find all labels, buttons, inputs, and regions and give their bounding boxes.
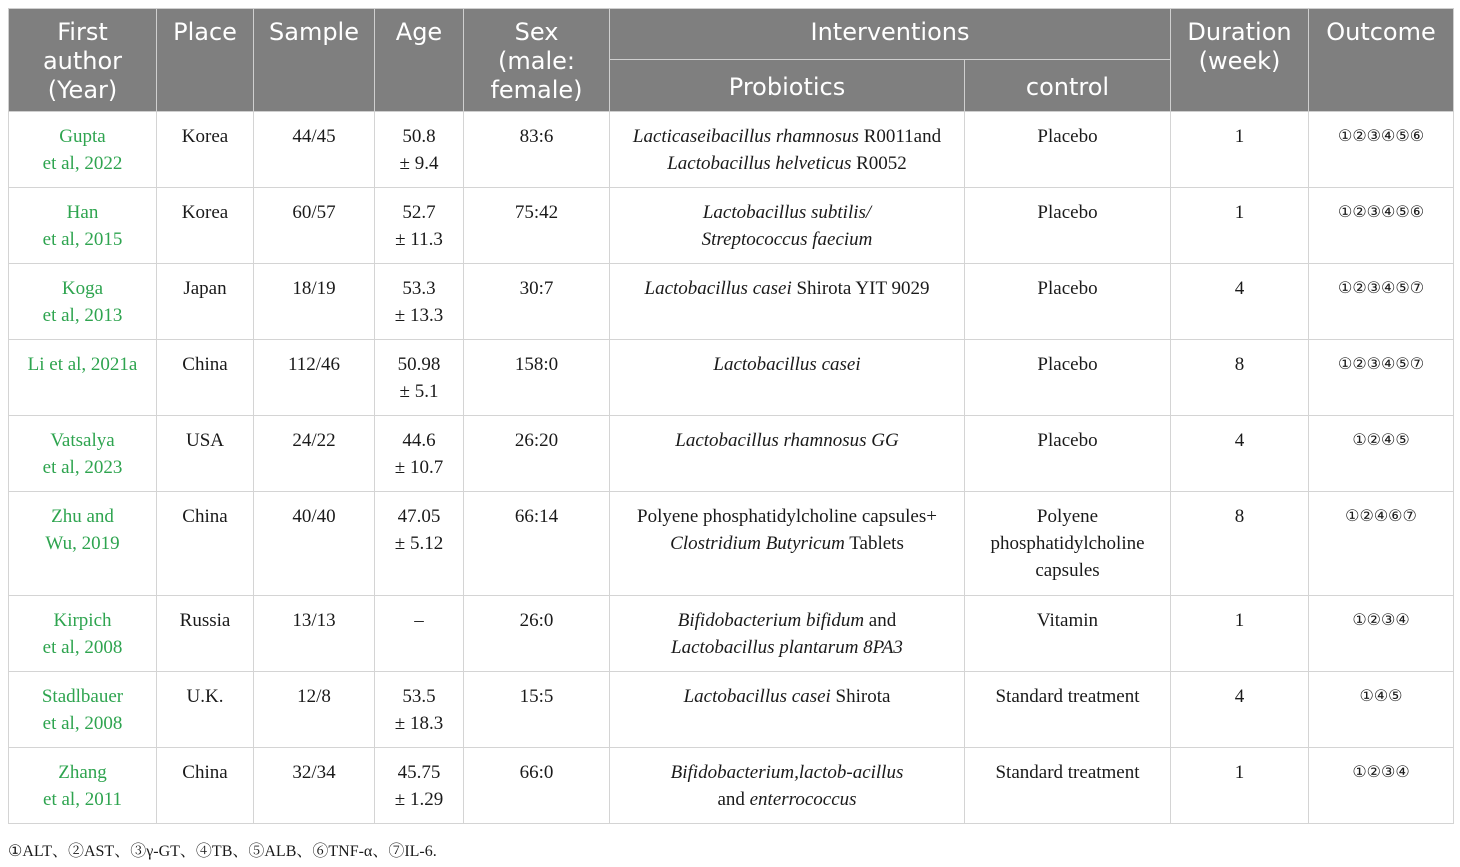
cell-sex: 75:42 [464,188,610,264]
cell-line: Zhang [58,762,107,783]
cell-age [375,112,464,188]
cell-probiotics [610,340,965,416]
cell-author [9,672,157,748]
cell-author [9,340,157,416]
cell-line: phosphatidylcholine [990,533,1145,554]
cell-age [375,340,464,416]
table-row [9,340,1454,416]
cell-place: Russia [157,596,254,672]
cell-control [965,596,1171,672]
cell-author [9,492,157,596]
cell-probiotics [610,672,965,748]
cell-age [375,672,464,748]
header-place: Place [157,9,254,112]
table-body [9,112,1454,824]
probiotic-text: Lactobacillus casei [683,686,831,707]
cell-line: ± 10.7 [394,457,444,478]
cell-sex: 26:0 [464,596,610,672]
table-row [9,492,1454,596]
cell-outcome: ①②③④⑤⑥ [1309,112,1454,188]
probiotic-text: Lactobacillus helveticus [667,153,852,174]
cell-sample: 40/40 [254,492,375,596]
cell-control [965,672,1171,748]
probiotic-text: enterrococcus [749,789,857,810]
cell-line: Vatsalya [50,430,115,451]
cell-line: et al, 2008 [42,713,123,734]
cell-sex: 83:6 [464,112,610,188]
cell-duration: 8 [1171,340,1309,416]
cell-sample: 24/22 [254,416,375,492]
probiotic-text: Streptococcus faecium [701,229,873,250]
cell-age [375,188,464,264]
cell-line: Placebo [1037,430,1098,451]
cell-line: 47.05 [397,506,441,527]
cell-age [375,264,464,340]
probiotic-text: Bifidobacterium,lactob-acillus [670,762,904,783]
probiotic-text: Lactobacillus plantarum 8PA3 [671,637,903,658]
cell-duration: 4 [1171,672,1309,748]
cell-sample: 18/19 [254,264,375,340]
cell-probiotics [610,492,965,596]
cell-line: et al, 2011 [43,789,122,810]
cell-author [9,264,157,340]
cell-probiotics [610,416,965,492]
cell-line: Placebo [1037,278,1098,299]
header-sex: Sex (male: female) [464,9,610,112]
cell-sex: 66:0 [464,748,610,824]
probiotic-text: Lactobacillus rhamnosus GG [675,430,899,451]
table-row [9,112,1454,188]
cell-age [375,596,464,672]
cell-line: et al, 2022 [42,153,123,174]
cell-sample: 112/46 [254,340,375,416]
cell-line: Li et al, 2021a [27,354,138,375]
cell-duration: 8 [1171,492,1309,596]
cell-line: Placebo [1037,126,1098,147]
cell-sample: 32/34 [254,748,375,824]
cell-outcome: ①②③④⑤⑦ [1309,340,1454,416]
probiotic-text: Polyene phosphatidylcholine capsules+ [637,506,937,527]
cell-sex: 158:0 [464,340,610,416]
cell-sex: 15:5 [464,672,610,748]
cell-line: ± 13.3 [394,305,444,326]
probiotic-text: R0052 [851,153,907,174]
table-row [9,416,1454,492]
cell-place: China [157,340,254,416]
cell-line: 50.98 [397,354,441,375]
cell-line: Kirpich [53,610,112,631]
cell-line: capsules [1035,560,1100,581]
header-interventions: Interventions [610,9,1171,60]
probiotic-text: Clostridium Butyricum [670,533,845,554]
cell-line: Vitamin [1036,610,1099,631]
cell-line: 52.7 [402,202,436,223]
cell-probiotics [610,748,965,824]
cell-line: Polyene [1036,506,1099,527]
cell-sample: 12/8 [254,672,375,748]
cell-line: Stadlbauer [41,686,124,707]
cell-line: ± 5.1 [399,381,439,402]
cell-control [965,340,1171,416]
probiotic-text: and [717,789,750,810]
cell-place: USA [157,416,254,492]
cell-line: Standard treatment [995,686,1140,707]
cell-probiotics [610,112,965,188]
table-row [9,672,1454,748]
cell-place: U.K. [157,672,254,748]
cell-sample: 44/45 [254,112,375,188]
header-first-author: First author (Year) [9,9,157,112]
header-age: Age [375,9,464,112]
cell-line: 44.6 [402,430,436,451]
cell-line: Gupta [59,126,106,147]
probiotic-text: Bifidobacterium bifidum [677,610,865,631]
cell-line: – [414,610,424,631]
cell-duration: 1 [1171,188,1309,264]
cell-sex: 66:14 [464,492,610,596]
cell-author [9,112,157,188]
cell-line: Placebo [1037,354,1098,375]
cell-sex: 26:20 [464,416,610,492]
cell-line: 53.5 [402,686,436,707]
footnote: ①ALT、②AST、③γ-GT、④TB、⑤ALB、⑥TNF-α、⑦IL-6. [8,843,437,860]
cell-probiotics [610,596,965,672]
study-characteristics-table [8,8,1454,824]
probiotic-text: and [864,610,897,631]
probiotic-text: Tablets [844,533,904,554]
header-control: control [965,60,1171,112]
cell-line: ± 11.3 [395,229,443,250]
cell-probiotics [610,264,965,340]
probiotic-text: Shirota YIT 9029 [791,278,930,299]
cell-place: China [157,492,254,596]
cell-duration: 4 [1171,416,1309,492]
cell-line: ± 5.12 [394,533,444,554]
cell-duration: 1 [1171,748,1309,824]
cell-author [9,748,157,824]
cell-author [9,188,157,264]
header-outcome: Outcome [1309,9,1454,112]
cell-line: et al, 2008 [42,637,123,658]
probiotic-text: R0011and [858,126,942,147]
cell-outcome: ①④⑤ [1309,672,1454,748]
cell-line: Han [66,202,99,223]
probiotic-text: Shirota [830,686,891,707]
cell-line: et al, 2015 [42,229,123,250]
cell-line: Zhu and [51,506,114,527]
probiotic-text: Lactobacillus casei [644,278,792,299]
cell-line: et al, 2023 [42,457,123,478]
cell-line: et al, 2013 [42,305,123,326]
table-container [8,8,1453,824]
cell-probiotics [610,188,965,264]
cell-sex: 30:7 [464,264,610,340]
cell-outcome: ①②③④ [1309,748,1454,824]
cell-outcome: ①②③④⑤⑥ [1309,188,1454,264]
table-row [9,748,1454,824]
cell-outcome: ①②③④⑤⑦ [1309,264,1454,340]
cell-duration: 1 [1171,596,1309,672]
cell-line: Koga [61,278,104,299]
probiotic-text: Lactobacillus subtilis/ [702,202,872,223]
cell-line: ± 9.4 [399,153,439,174]
probiotic-text: Lacticaseibacillus rhamnosus [632,126,859,147]
cell-sample: 60/57 [254,188,375,264]
cell-sample: 13/13 [254,596,375,672]
cell-place: Korea [157,112,254,188]
cell-control [965,112,1171,188]
cell-duration: 4 [1171,264,1309,340]
cell-control [965,416,1171,492]
cell-line: Placebo [1037,202,1098,223]
cell-line: 50.8 [402,126,436,147]
cell-control [965,748,1171,824]
cell-duration: 1 [1171,112,1309,188]
cell-control [965,188,1171,264]
cell-age [375,748,464,824]
cell-place: China [157,748,254,824]
table-header [9,9,1454,112]
cell-line: ± 18.3 [394,713,444,734]
cell-line: ± 1.29 [394,789,444,810]
cell-place: Korea [157,188,254,264]
cell-author [9,596,157,672]
cell-line: Standard treatment [995,762,1140,783]
cell-line: Wu, 2019 [45,533,120,554]
header-duration: Duration (week) [1171,9,1309,112]
cell-outcome: ①②④⑥⑦ [1309,492,1454,596]
cell-age [375,492,464,596]
cell-line: 53.3 [402,278,436,299]
table-row [9,264,1454,340]
table-row [9,596,1454,672]
cell-control [965,492,1171,596]
cell-outcome: ①②④⑤ [1309,416,1454,492]
table-row [9,188,1454,264]
cell-age [375,416,464,492]
cell-outcome: ①②③④ [1309,596,1454,672]
probiotic-text: Lactobacillus casei [713,354,861,375]
header-probiotics: Probiotics [610,60,965,112]
header-sample: Sample [254,9,375,112]
cell-author [9,416,157,492]
cell-line: 45.75 [397,762,441,783]
cell-control [965,264,1171,340]
cell-place: Japan [157,264,254,340]
